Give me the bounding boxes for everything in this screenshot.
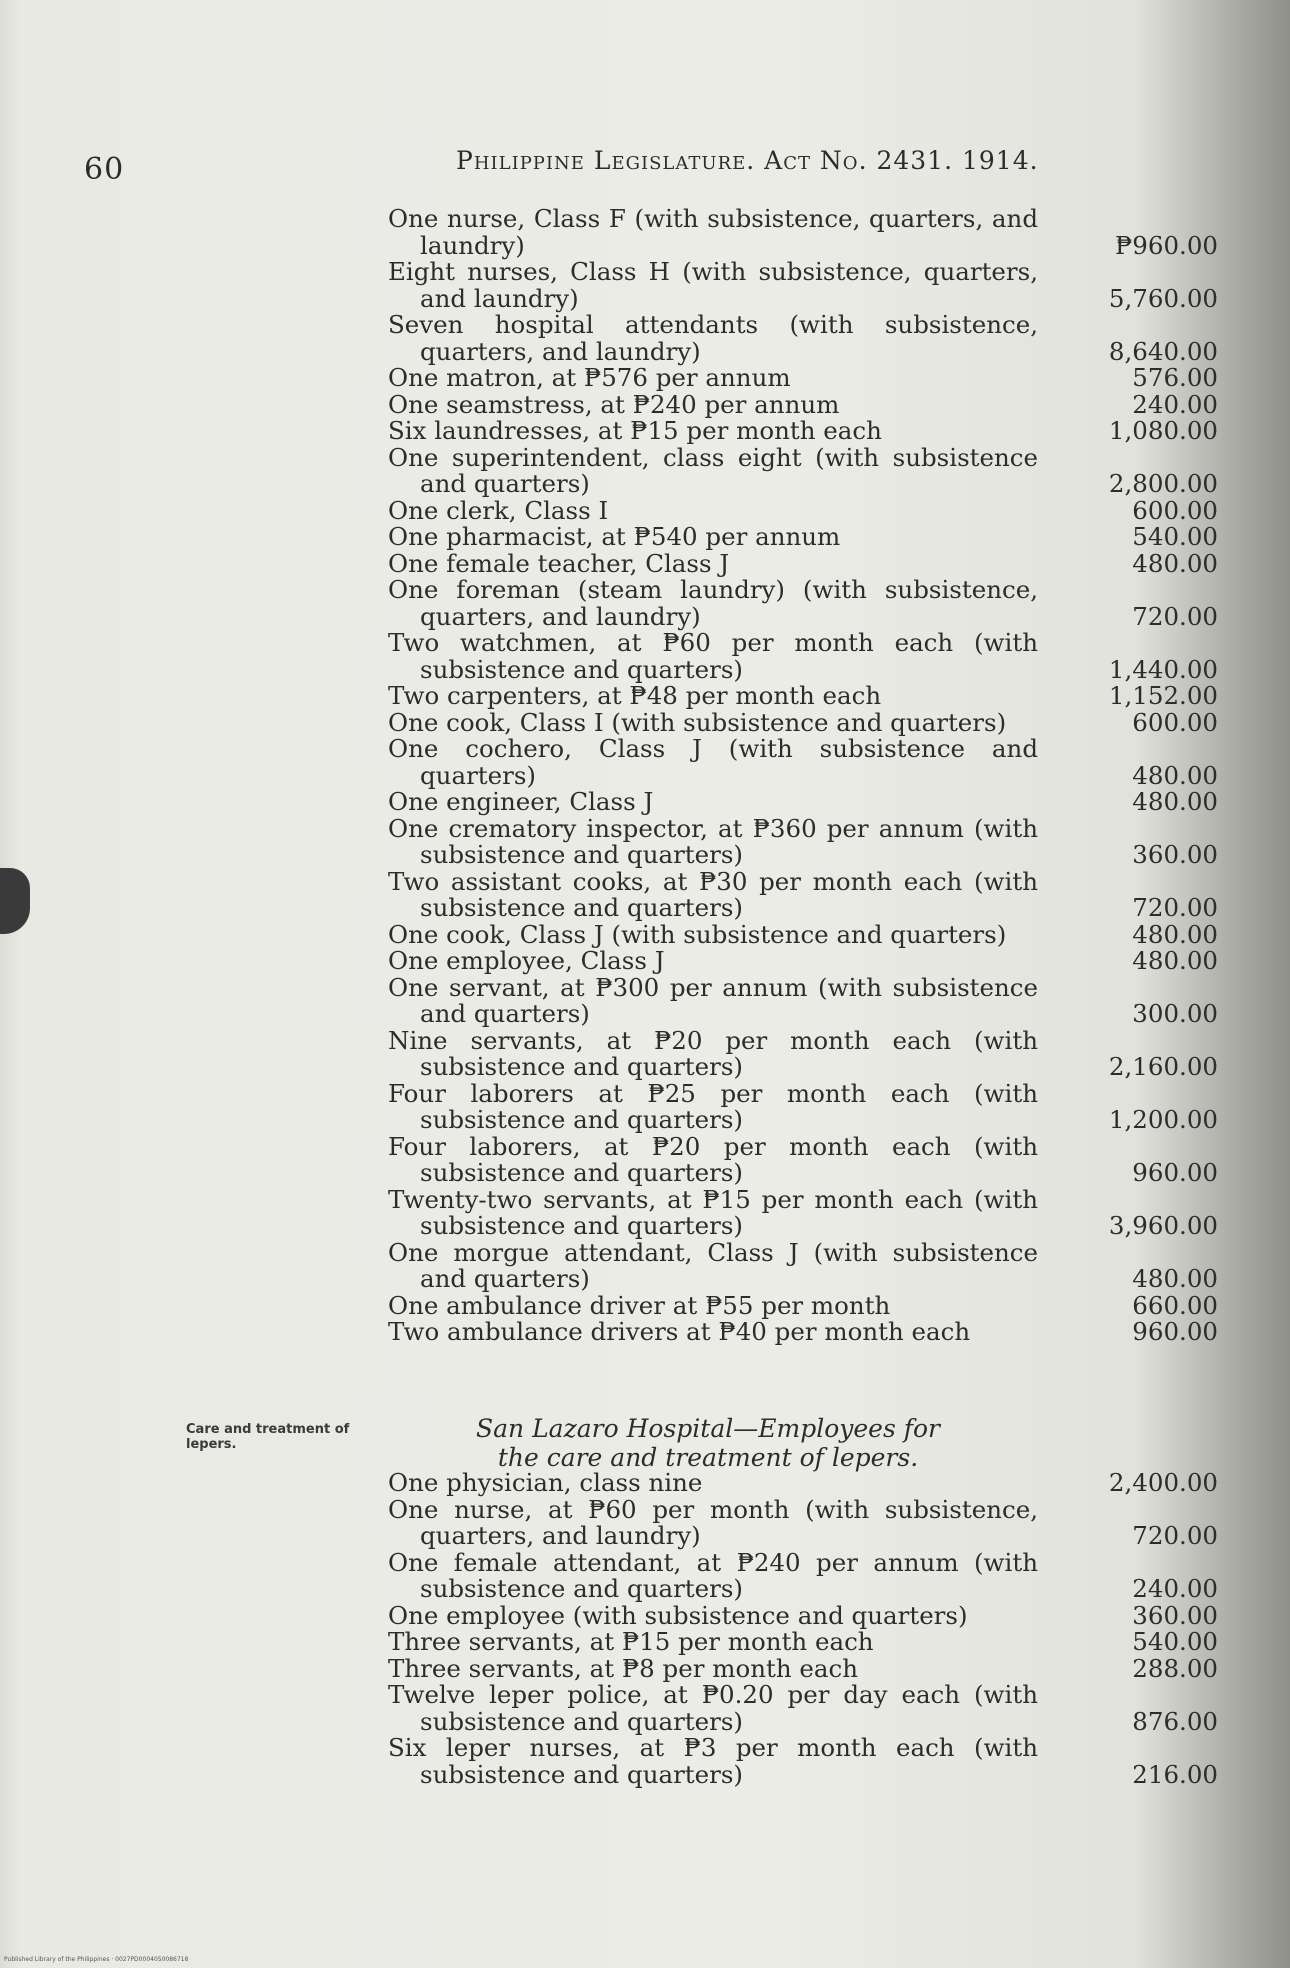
entry-amount: 960.00 bbox=[1132, 1317, 1218, 1346]
appropriation-entry bbox=[388, 1653, 1218, 1683]
appropriation-list bbox=[388, 206, 1218, 1346]
entry-amount: 480.00 bbox=[1132, 760, 1218, 790]
entry-description: Four laborers at ₱25 per month each (with subsistence and quarters) bbox=[388, 1078, 1038, 1134]
entry-amount: 540.00 bbox=[1132, 1627, 1218, 1656]
section-heading bbox=[388, 1414, 1028, 1472]
appropriation-entry bbox=[388, 813, 1218, 869]
appropriation-entry bbox=[388, 524, 1218, 551]
entry-amount: 288.00 bbox=[1132, 1653, 1218, 1683]
appropriation-entry bbox=[388, 1237, 1218, 1293]
entry-description: One nurse, Class F (with subsistence, quarters, and laundry) bbox=[388, 204, 1038, 260]
entry-description: One female teacher, Class J bbox=[388, 548, 730, 578]
entry-description: Six laundresses, at ₱15 per month each bbox=[388, 416, 882, 445]
entry-description: One seamstress, at ₱240 per annum bbox=[388, 389, 840, 419]
appropriation-entry bbox=[388, 1547, 1218, 1603]
appropriation-entry bbox=[388, 1319, 1218, 1346]
entry-amount: 480.00 bbox=[1132, 946, 1218, 975]
appropriation-entry bbox=[388, 1078, 1218, 1134]
entry-amount: 720.00 bbox=[1132, 1521, 1218, 1550]
entry-amount: 480.00 bbox=[1132, 919, 1218, 949]
appropriation-entry bbox=[388, 972, 1218, 1028]
running-head: Philippine Legislature. Act No. 2431. 1914. bbox=[456, 146, 1039, 175]
entry-description: One cook, Class I (with subsistence and quarters) bbox=[388, 707, 1007, 737]
entry-amount: 960.00 bbox=[1132, 1158, 1218, 1187]
entry-amount: 360.00 bbox=[1132, 1600, 1218, 1630]
entry-description: One superintendent, class eight (with subsistence and quarters) bbox=[388, 442, 1038, 498]
entry-amount: 300.00 bbox=[1132, 999, 1218, 1028]
lepers-appropriation-list bbox=[388, 1470, 1218, 1788]
entry-amount: 720.00 bbox=[1132, 601, 1218, 631]
appropriation-entry bbox=[388, 442, 1218, 498]
entry-amount: 480.00 bbox=[1132, 548, 1218, 578]
appropriation-entry bbox=[388, 948, 1218, 975]
entry-amount: 8,640.00 bbox=[1108, 336, 1218, 366]
entry-description: Twelve leper police, at ₱0.20 per day each (with subsistence and quarters) bbox=[388, 1680, 1038, 1736]
appropriation-entry bbox=[388, 495, 1218, 525]
entry-amount: 1,200.00 bbox=[1108, 1105, 1218, 1134]
entry-description: One physician, class nine bbox=[388, 1468, 703, 1497]
entry-description: Eight nurses, Class H (with subsistence, quarters, and laundry) bbox=[388, 257, 1038, 313]
footer-credit: Published Library of the Philippines · 0027PD0004050086718 bbox=[4, 1956, 189, 1963]
entry-description: One pharmacist, at ₱540 per annum bbox=[388, 522, 841, 551]
entry-amount: 5,760.00 bbox=[1108, 283, 1218, 313]
margin-note: Care and treatment of lepers. bbox=[186, 1422, 350, 1452]
appropriation-entry bbox=[388, 206, 1218, 259]
entry-amount: 480.00 bbox=[1132, 1264, 1218, 1293]
appropriation-entry bbox=[388, 548, 1218, 578]
entry-description: One cook, Class J (with subsistence and quarters) bbox=[388, 919, 1007, 949]
entry-amount: 1,080.00 bbox=[1108, 416, 1218, 445]
entry-amount: 360.00 bbox=[1132, 840, 1218, 869]
entry-description: One engineer, Class J bbox=[388, 787, 654, 816]
entry-amount: 576.00 bbox=[1132, 363, 1218, 392]
appropriation-entry bbox=[388, 736, 1218, 789]
entry-description: Six leper nurses, at ₱3 per month each (with subsistence and quarters) bbox=[388, 1733, 1038, 1789]
appropriation-entry bbox=[388, 1494, 1218, 1550]
appropriation-entry bbox=[388, 707, 1218, 737]
entry-description: Two carpenters, at ₱48 per month each bbox=[388, 681, 882, 710]
entry-amount: 600.00 bbox=[1132, 495, 1218, 525]
entry-amount: 876.00 bbox=[1132, 1706, 1218, 1736]
entry-amount: 3,960.00 bbox=[1108, 1211, 1218, 1240]
entry-description: Three servants, at ₱15 per month each bbox=[388, 1627, 874, 1656]
entry-amount: 660.00 bbox=[1132, 1290, 1218, 1320]
entry-amount: 2,400.00 bbox=[1108, 1468, 1218, 1497]
entry-amount: 1,152.00 bbox=[1108, 681, 1218, 710]
appropriation-entry bbox=[388, 1600, 1218, 1630]
appropriation-entry bbox=[388, 1682, 1218, 1735]
entry-amount: 2,160.00 bbox=[1108, 1052, 1218, 1081]
entry-description: One crematory inspector, at ₱360 per annum (with subsistence and quarters) bbox=[388, 813, 1038, 869]
appropriation-entry bbox=[388, 1735, 1218, 1788]
entry-description: Two watchmen, at ₱60 per month each (with subsistence and quarters) bbox=[388, 628, 1038, 684]
entry-description: One employee, Class J bbox=[388, 946, 665, 975]
appropriation-entry bbox=[388, 630, 1218, 683]
entry-description: One servant, at ₱300 per annum (with subsistence and quarters) bbox=[388, 972, 1038, 1028]
entry-description: One ambulance driver at ₱55 per month bbox=[388, 1290, 891, 1320]
entry-description: Seven hospital attendants (with subsistence, quarters, and laundry) bbox=[388, 310, 1038, 366]
appropriation-entry bbox=[388, 389, 1218, 419]
entry-amount: 540.00 bbox=[1132, 522, 1218, 551]
entry-description: One matron, at ₱576 per annum bbox=[388, 363, 791, 392]
appropriation-entry bbox=[388, 683, 1218, 710]
appropriation-entry bbox=[388, 577, 1218, 630]
binding-mark bbox=[0, 868, 30, 934]
entry-description: One foreman (steam laundry) (with subsistence, quarters, and laundry) bbox=[388, 575, 1038, 631]
section-heading-line: the care and treatment of lepers. bbox=[497, 1443, 919, 1472]
appropriation-entry bbox=[388, 259, 1218, 312]
appropriation-entry bbox=[388, 365, 1218, 392]
page-number: 60 bbox=[84, 152, 125, 187]
appropriation-entry bbox=[388, 312, 1218, 365]
entry-description: One morgue attendant, Class J (with subsistence and quarters) bbox=[388, 1237, 1038, 1293]
entry-description: One nurse, at ₱60 per month (with subsistence, quarters, and laundry) bbox=[388, 1494, 1038, 1550]
appropriation-entry bbox=[388, 418, 1218, 445]
entry-amount: 720.00 bbox=[1132, 893, 1218, 922]
entry-description: One employee (with subsistence and quarters) bbox=[388, 1600, 968, 1630]
appropriation-entry bbox=[388, 789, 1218, 816]
appropriation-entry bbox=[388, 1290, 1218, 1320]
entry-description: Nine servants, at ₱20 per month each (with subsistence and quarters) bbox=[388, 1025, 1038, 1081]
entry-description: Twenty-two servants, at ₱15 per month each (with subsistence and quarters) bbox=[388, 1184, 1038, 1240]
entry-amount: 1,440.00 bbox=[1108, 654, 1218, 684]
appropriation-entry bbox=[388, 866, 1218, 922]
entry-description: One female attendant, at ₱240 per annum (with subsistence and quarters) bbox=[388, 1547, 1038, 1603]
entry-amount: ₱960.00 bbox=[1114, 230, 1218, 260]
entry-amount: 2,800.00 bbox=[1108, 469, 1218, 498]
entry-amount: 480.00 bbox=[1132, 787, 1218, 816]
entry-amount: 216.00 bbox=[1132, 1759, 1218, 1789]
entry-amount: 600.00 bbox=[1132, 707, 1218, 737]
entry-description: One clerk, Class I bbox=[388, 495, 609, 525]
section-heading-line: San Lazaro Hospital—Employees for bbox=[476, 1414, 940, 1443]
entry-description: Four laborers, at ₱20 per month each (with subsistence and quarters) bbox=[388, 1131, 1038, 1187]
entry-description: Two assistant cooks, at ₱30 per month each (with subsistence and quarters) bbox=[388, 866, 1038, 922]
appropriation-entry bbox=[388, 1025, 1218, 1081]
appropriation-entry bbox=[388, 919, 1218, 949]
book-spine-shadow bbox=[0, 0, 24, 1968]
entry-description: Two ambulance drivers at ₱40 per month each bbox=[388, 1317, 971, 1346]
entry-description: One cochero, Class J (with subsistence and quarters) bbox=[388, 734, 1038, 790]
appropriation-entry bbox=[388, 1470, 1218, 1497]
appropriation-entry bbox=[388, 1131, 1218, 1187]
appropriation-entry bbox=[388, 1629, 1218, 1656]
entry-amount: 240.00 bbox=[1132, 1574, 1218, 1603]
entry-description: Three servants, at ₱8 per month each bbox=[388, 1653, 858, 1683]
appropriation-entry bbox=[388, 1184, 1218, 1240]
entry-amount: 240.00 bbox=[1132, 389, 1218, 419]
